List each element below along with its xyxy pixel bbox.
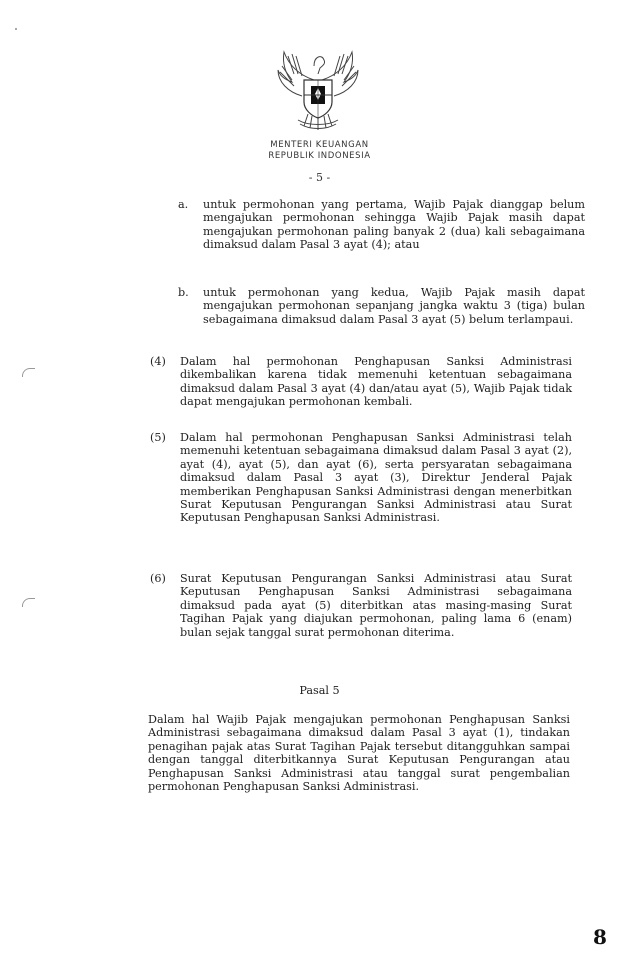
scan-speck (15, 28, 17, 30)
ministry-header (0, 140, 639, 162)
sub-item-label: a. (178, 198, 189, 211)
ayat-text: Dalam hal permohonan Penghapusan Sanksi Administrasi dikembalikan karena tidak memenuhi ketentuan sebagaimana dimaksud dalam Pasal 3 ayat (4) dan/atau ayat (5), Wajib Pajak tidak dapat mengajukan permohonan kembali. (180, 355, 572, 409)
sub-item-label: b. (178, 286, 189, 299)
pasal-text: Dalam hal Wajib Pajak mengajukan permohonan Penghapusan Sanksi Administrasi sebagaimana dimaksud dalam Pasal 3 ayat (1), tindakan penagihan pajak atas Surat Tagihan Pajak tersebut ditangguhkan sampai dengan tanggal diterbitkannya Surat Keputusan Pengurangan atau Penghapusan Sanksi Administrasi atau tanggal surat pengembalian permohonan Penghapusan Sanksi Administrasi. (148, 713, 570, 794)
ministry-name: MENTERI KEUANGAN (270, 140, 369, 150)
sub-item-b (178, 286, 585, 346)
ayat-label: (5) (150, 431, 166, 444)
sub-item-a (178, 198, 585, 278)
page-number: - 5 - (308, 171, 331, 184)
garuda-emblem-icon (268, 40, 368, 136)
sub-item-text: untuk permohonan yang kedua, Wajib Pajak masih dapat mengajukan permohonan sepanjang jangka waktu 3 (tiga) bulan sebagaimana dimaksud dalam Pasal 3 ayat (5) belum terlampaui. (203, 286, 585, 326)
scan-margin-mark (22, 598, 35, 607)
ayat-label: (6) (150, 572, 166, 585)
handwritten-mark: 8 (593, 925, 607, 949)
pasal-title: Pasal 5 (299, 684, 340, 697)
ayat-label: (4) (150, 355, 166, 368)
ministry-country: REPUBLIK INDONESIA (268, 151, 371, 161)
ayat-text: Dalam hal permohonan Penghapusan Sanksi Administrasi telah memenuhi ketentuan sebagaimana dimaksud dalam Pasal 3 ayat (2), ayat (4), ayat (5), dan ayat (6), serta persyaratan sebagaimana dimaksud dalam Pasal 3 ayat (3), Direktur Jenderal Pajak memberikan Penghapusan Sanksi Administrasi dengan menerbitkan Surat Keputusan Pengurangan Sanksi Administrasi atau Surat Keputusan Penghapusan Sanksi Administrasi. (180, 431, 572, 525)
ayat-text: Surat Keputusan Pengurangan Sanksi Administrasi atau Surat Keputusan Penghapusan Sanksi Administrasi sebagaimana dimaksud pada ayat (5) diterbitkan atas masing-masing Surat Tagihan Pajak yang diajukan permohonan, paling lama 6 (enam) bulan sejak tanggal surat permohonan diterima. (180, 572, 572, 639)
sub-item-text: untuk permohonan yang pertama, Wajib Pajak dianggap belum mengajukan permohonan sehingga Wajib Pajak masih dapat mengajukan permohonan paling banyak 2 (dua) kali sebagaimana dimaksud dalam Pasal 3 ayat (4); atau (203, 198, 585, 252)
scan-margin-mark (22, 368, 35, 377)
